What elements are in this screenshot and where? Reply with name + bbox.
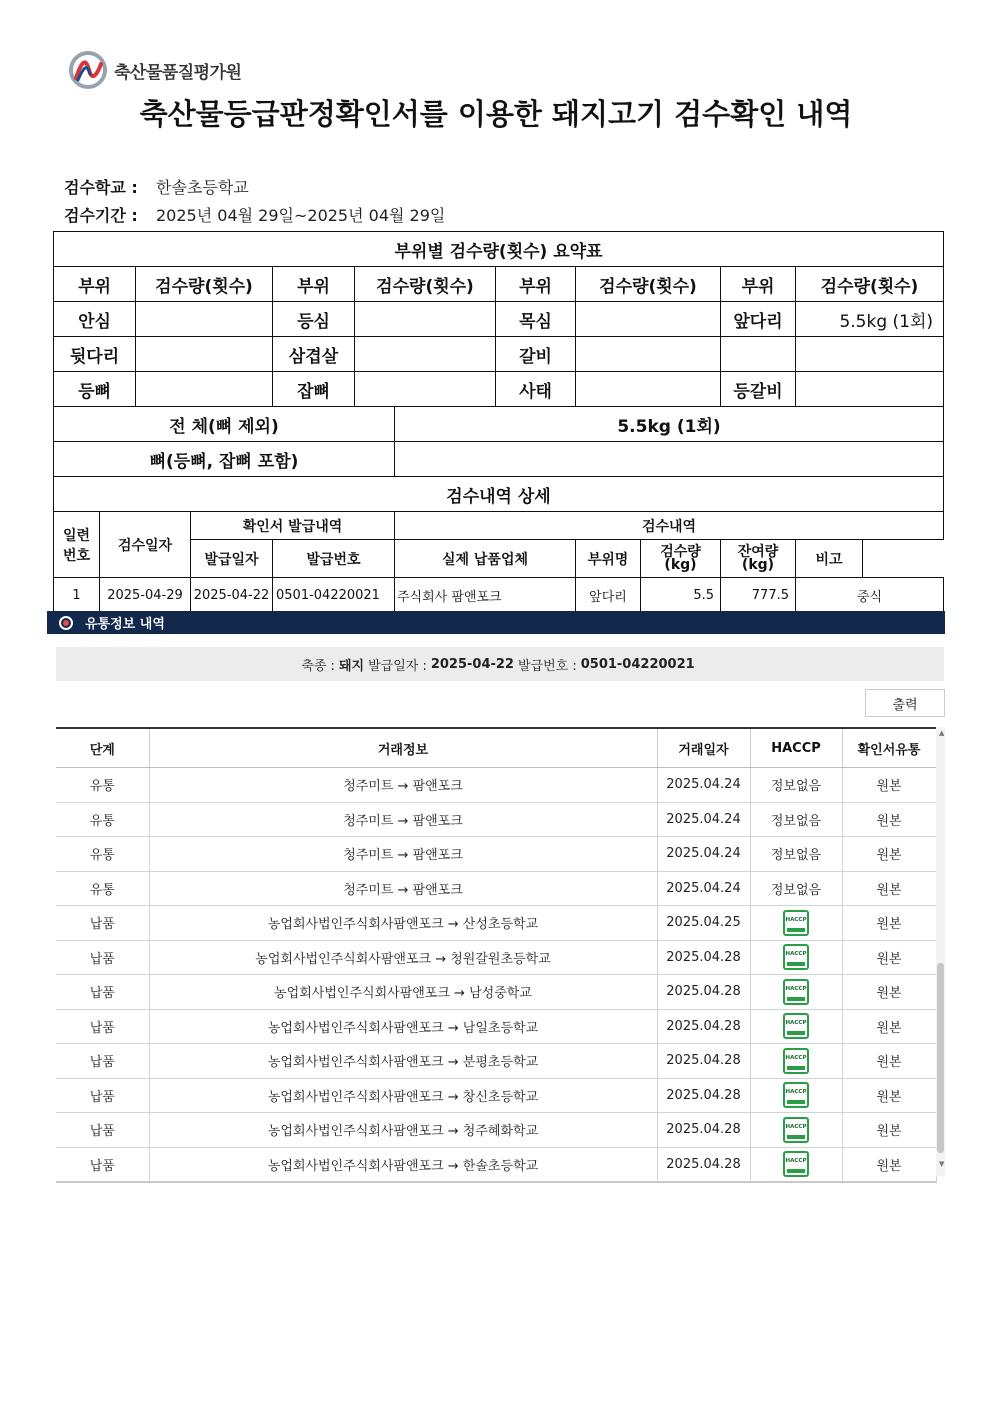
date-cell: 2025.04.24	[657, 802, 750, 837]
detail-h-serial: 일련 번호	[54, 512, 100, 578]
part-cell: 사태	[496, 372, 576, 407]
distribution-row	[56, 802, 936, 837]
qty-cell	[355, 372, 496, 407]
col-part-3: 부위	[496, 267, 576, 302]
part-cell: 잡뼈	[273, 372, 355, 407]
trade-cell: 농업회사법인주식회사팜앤포크 → 남일초등학교	[149, 1009, 657, 1044]
stage-cell: 납품	[56, 1044, 149, 1079]
cert-cell: 원본	[842, 802, 936, 837]
bone-row	[54, 442, 944, 477]
date-cell: 2025.04.28	[657, 1113, 750, 1148]
col-qty-4: 검수량(횟수)	[796, 267, 944, 302]
meta-no: 0501-04220021	[580, 656, 695, 672]
date-cell: 2025.04.28	[657, 1147, 750, 1182]
detail-h-insp-group: 검수내역	[395, 512, 944, 540]
qty-cell	[136, 302, 273, 337]
cert-cell: 원본	[842, 940, 936, 975]
h-stage: 단계	[56, 728, 149, 768]
detail-h-issue-date: 발급일자	[191, 540, 273, 578]
haccp-icon-bar	[787, 1100, 805, 1104]
haccp-cell	[750, 1113, 842, 1148]
distribution-row	[56, 940, 936, 975]
stage-cell: 납품	[56, 940, 149, 975]
distribution-title: 유통정보 내역	[85, 617, 165, 632]
h-cert: 확인서유통	[842, 728, 936, 768]
scrollbar-thumb[interactable]	[937, 963, 944, 1153]
part-cell: 안심	[54, 302, 136, 337]
part-cell: 목심	[496, 302, 576, 337]
haccp-icon-bar	[787, 1031, 805, 1035]
haccp-cell	[750, 906, 842, 941]
qty-cell	[576, 372, 721, 407]
scroll-up-icon[interactable]: ▲	[939, 729, 945, 737]
section-icon	[59, 616, 73, 630]
qty-cell	[576, 302, 721, 337]
meta-no-label: 발급번호 :	[517, 658, 577, 674]
meta-date: 2025-04-22	[430, 656, 514, 672]
stage-cell: 납품	[56, 1113, 149, 1148]
trade-cell: 농업회사법인주식회사팜앤포크 → 창신초등학교	[149, 1078, 657, 1113]
summary-table	[53, 231, 944, 613]
qty-cell	[796, 372, 944, 407]
stage-cell: 유통	[56, 871, 149, 906]
col-part-4: 부위	[721, 267, 796, 302]
part-cell: 등갈비	[721, 372, 796, 407]
part-cell: 등심	[273, 302, 355, 337]
distribution-row	[56, 975, 936, 1010]
haccp-icon-text: HACCP	[785, 951, 807, 958]
haccp-cell	[750, 1147, 842, 1182]
qty-cell	[355, 302, 496, 337]
col-qty-2: 검수량(횟수)	[355, 267, 496, 302]
stage-cell: 납품	[56, 906, 149, 941]
date-cell: 2025.04.24	[657, 768, 750, 803]
part-cell	[721, 337, 796, 372]
distribution-row	[56, 1009, 936, 1044]
total-value: 5.5kg (1회)	[395, 407, 944, 442]
distribution-row	[56, 1113, 936, 1148]
meta-date-label: 발급일자 :	[368, 658, 427, 674]
haccp-icon-bar	[787, 962, 805, 966]
haccp-icon-text: HACCP	[785, 916, 807, 923]
haccp-icon-text: HACCP	[785, 1089, 807, 1096]
distribution-row	[56, 871, 936, 906]
detail-h-cert-group: 확인서 발급내역	[191, 512, 395, 540]
haccp-icon	[783, 944, 809, 970]
qty-cell	[136, 372, 273, 407]
date-cell: 2025.04.28	[657, 1044, 750, 1079]
stage-cell: 유통	[56, 837, 149, 872]
school-value: 한솔초등학교	[156, 178, 249, 197]
haccp-icon	[783, 910, 809, 936]
total-label: 전 체(뼈 제외)	[54, 407, 395, 442]
detail-note: 중식	[796, 578, 944, 613]
distribution-table	[56, 727, 937, 1183]
cert-cell: 원본	[842, 871, 936, 906]
detail-supplier: 주식회사 팜앤포크	[395, 578, 576, 613]
haccp-cell	[750, 975, 842, 1010]
col-qty-3: 검수량(횟수)	[576, 267, 721, 302]
date-cell: 2025.04.28	[657, 940, 750, 975]
summary-title: 부위별 검수량(횟수) 요약표	[54, 232, 944, 267]
haccp-cell	[750, 1044, 842, 1079]
haccp-icon-bar	[787, 928, 805, 932]
cert-cell: 원본	[842, 1009, 936, 1044]
distribution-row	[56, 837, 936, 872]
distribution-meta	[56, 647, 944, 681]
cert-cell: 원본	[842, 975, 936, 1010]
qty-cell: 5.5kg (1회)	[796, 302, 944, 337]
haccp-icon-text: HACCP	[785, 1054, 807, 1061]
detail-row	[54, 578, 944, 613]
trade-cell: 청주미트 → 팜앤포크	[149, 768, 657, 803]
haccp-cell	[750, 940, 842, 975]
part-cell: 갈비	[496, 337, 576, 372]
haccp-icon	[783, 1117, 809, 1143]
detail-h-issue-no: 발급번호	[273, 540, 395, 578]
summary-row	[54, 337, 944, 372]
stage-cell: 납품	[56, 1078, 149, 1113]
distribution-banner	[47, 611, 945, 634]
page-title: 축산물등급판정확인서를 이용한 돼지고기 검수확인 내역	[139, 97, 853, 131]
print-button[interactable]: 출력	[865, 689, 945, 717]
trade-cell: 농업회사법인주식회사팜앤포크 → 한솔초등학교	[149, 1147, 657, 1182]
period-value: 2025년 04월 29일~2025년 04월 29일	[156, 206, 446, 225]
h-haccp: HACCP	[750, 728, 842, 768]
trade-cell: 청주미트 → 팜앤포크	[149, 837, 657, 872]
detail-qty: 5.5	[641, 578, 721, 613]
haccp-cell: 정보없음	[750, 837, 842, 872]
org-logo	[68, 50, 241, 90]
h-date: 거래일자	[657, 728, 750, 768]
haccp-icon-text: HACCP	[785, 1123, 807, 1130]
stage-cell: 납품	[56, 1009, 149, 1044]
detail-serial: 1	[54, 578, 100, 613]
trade-cell: 농업회사법인주식회사팜앤포크 → 남성중학교	[149, 975, 657, 1010]
school-info	[64, 175, 249, 198]
date-cell: 2025.04.28	[657, 1078, 750, 1113]
detail-remain: 777.5	[721, 578, 796, 613]
haccp-cell: 정보없음	[750, 768, 842, 803]
detail-issue-no: 0501-04220021	[273, 578, 395, 613]
detail-h-qty: 검수량 (kg)	[641, 540, 721, 578]
total-row	[54, 407, 944, 442]
distribution-table-wrap	[56, 727, 936, 1183]
distribution-row	[56, 1078, 936, 1113]
cert-cell: 원본	[842, 1078, 936, 1113]
haccp-icon-bar	[787, 997, 805, 1001]
haccp-icon-text: HACCP	[785, 1020, 807, 1027]
stage-cell: 유통	[56, 768, 149, 803]
distribution-row	[56, 768, 936, 803]
trade-cell: 농업회사법인주식회사팜앤포크 → 청원갈원초등학교	[149, 940, 657, 975]
summary-row	[54, 372, 944, 407]
bone-value	[395, 442, 944, 477]
distribution-row	[56, 906, 936, 941]
haccp-cell: 정보없음	[750, 871, 842, 906]
col-qty-1: 검수량(횟수)	[136, 267, 273, 302]
part-cell: 뒷다리	[54, 337, 136, 372]
haccp-icon-bar	[787, 1066, 805, 1070]
cert-cell: 원본	[842, 1044, 936, 1079]
period-info	[64, 203, 445, 226]
detail-part: 앞다리	[576, 578, 641, 613]
trade-cell: 청주미트 → 팜앤포크	[149, 871, 657, 906]
date-cell: 2025.04.24	[657, 871, 750, 906]
detail-h-part: 부위명	[576, 540, 641, 578]
distribution-row	[56, 1147, 936, 1182]
detail-date: 2025-04-29	[100, 578, 191, 613]
haccp-icon	[783, 1082, 809, 1108]
detail-title: 검수내역 상세	[54, 477, 944, 512]
part-cell: 앞다리	[721, 302, 796, 337]
detail-h-date: 검수일자	[100, 512, 191, 578]
detail-group-header	[54, 512, 944, 540]
scroll-down-icon[interactable]: ▼	[939, 1160, 945, 1168]
haccp-icon	[783, 1151, 809, 1177]
h-trade: 거래정보	[149, 728, 657, 768]
meta-species-label: 축종 :	[301, 658, 335, 674]
cert-cell: 원본	[842, 906, 936, 941]
qty-cell	[136, 337, 273, 372]
summary-row	[54, 302, 944, 337]
summary-header-row	[54, 267, 944, 302]
col-part-2: 부위	[273, 267, 355, 302]
stage-cell: 유통	[56, 802, 149, 837]
cert-cell: 원본	[842, 1113, 936, 1148]
date-cell: 2025.04.24	[657, 837, 750, 872]
org-logo-icon	[68, 50, 108, 90]
part-cell: 삼겹살	[273, 337, 355, 372]
trade-cell: 농업회사법인주식회사팜앤포크 → 분평초등학교	[149, 1044, 657, 1079]
haccp-icon-text: HACCP	[785, 1158, 807, 1165]
bone-label: 뼈(등뼈, 잡뼈 포함)	[54, 442, 395, 477]
qty-cell	[576, 337, 721, 372]
distribution-row	[56, 1044, 936, 1079]
date-cell: 2025.04.28	[657, 975, 750, 1010]
haccp-icon	[783, 979, 809, 1005]
haccp-icon-bar	[787, 1135, 805, 1139]
detail-h-remain: 잔여량 (kg)	[721, 540, 796, 578]
school-label: 검수학교 :	[64, 178, 138, 197]
trade-cell: 청주미트 → 팜앤포크	[149, 802, 657, 837]
cert-cell: 원본	[842, 837, 936, 872]
col-part-1: 부위	[54, 267, 136, 302]
haccp-icon	[783, 1013, 809, 1039]
haccp-icon	[783, 1048, 809, 1074]
trade-cell: 농업회사법인주식회사팜앤포크 → 청주혜화학교	[149, 1113, 657, 1148]
stage-cell: 납품	[56, 975, 149, 1010]
trade-cell: 농업회사법인주식회사팜앤포크 → 산성초등학교	[149, 906, 657, 941]
haccp-cell	[750, 1078, 842, 1113]
org-name: 축산물품질평가원	[114, 62, 242, 83]
qty-cell	[355, 337, 496, 372]
detail-h-note: 비고	[796, 540, 863, 578]
detail-h-supplier: 실제 납품업체	[395, 540, 576, 578]
haccp-cell	[750, 1009, 842, 1044]
detail-issue-date: 2025-04-22	[191, 578, 273, 613]
period-label: 검수기간 :	[64, 206, 138, 225]
haccp-cell: 정보없음	[750, 802, 842, 837]
date-cell: 2025.04.25	[657, 906, 750, 941]
meta-species: 돼지	[338, 658, 365, 674]
part-cell: 등뼈	[54, 372, 136, 407]
qty-cell	[796, 337, 944, 372]
haccp-icon-text: HACCP	[785, 985, 807, 992]
date-cell: 2025.04.28	[657, 1009, 750, 1044]
distribution-header	[56, 728, 936, 768]
haccp-icon-bar	[787, 1169, 805, 1173]
cert-cell: 원본	[842, 768, 936, 803]
stage-cell: 납품	[56, 1147, 149, 1182]
cert-cell: 원본	[842, 1147, 936, 1182]
